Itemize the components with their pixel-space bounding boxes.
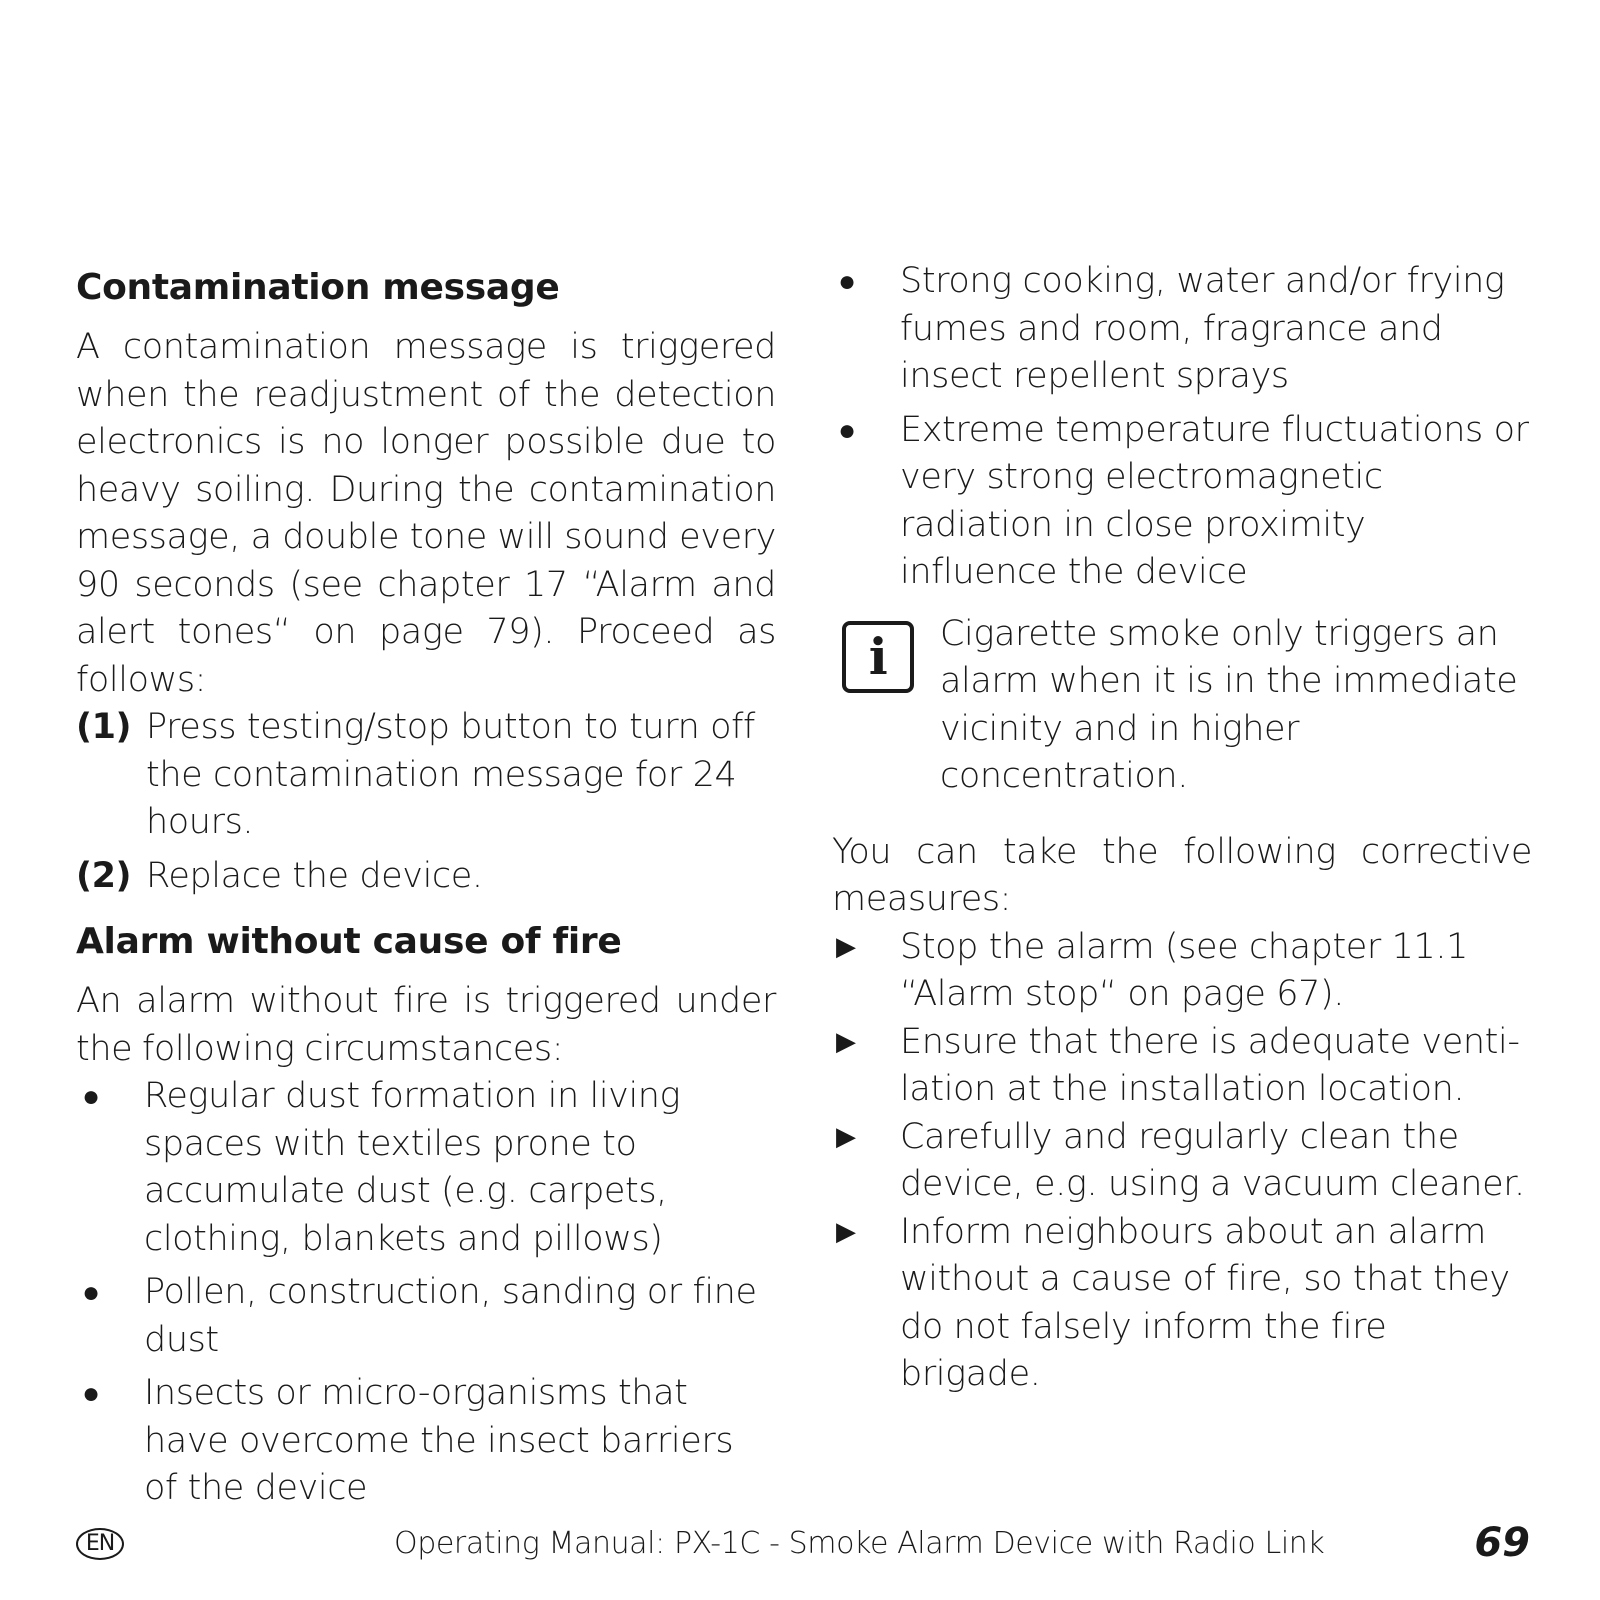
list-item: [76, 1269, 776, 1364]
arrow-right-icon: ▶: [836, 1216, 856, 1247]
list-item: [832, 258, 1532, 401]
bullet-icon: ●: [82, 1079, 100, 1114]
step-1: [76, 704, 776, 847]
action-text: Inform neighbours about an alarm without a cause of fire, so that they do not falsely inform the fire brigade.: [900, 1211, 1510, 1394]
info-note: [832, 611, 1532, 801]
info-icon: i: [842, 621, 914, 693]
list-item-text: Pollen, construction, sanding or fine dust: [144, 1272, 757, 1360]
step-2: [76, 853, 776, 901]
action-text: Stop the alarm (see chapter 11.1 “Alarm stop“ on page 67).: [900, 926, 1468, 1014]
page-footer: [0, 1520, 1600, 1574]
paragraph-corrective-measures: You can take the following corrective measures:: [832, 831, 1532, 919]
step-number: (1): [76, 707, 132, 747]
arrow-right-icon: ▶: [836, 1026, 856, 1057]
action-item: [832, 1209, 1532, 1399]
right-column: [832, 258, 1532, 1399]
footer-title: Operating Manual: PX-1C - Smoke Alarm Device with Radio Link: [394, 1526, 1325, 1561]
step-text: Replace the device.: [146, 855, 483, 896]
left-column: [76, 262, 776, 1519]
arrow-right-icon: ▶: [836, 931, 856, 962]
paragraph-contamination: A contamination message is triggered when the readjustment of the detection electronics is no longer possible due to heavy soiling. During the contamination message, a double tone will sound every 90 seconds (see chapter 17 “Alarm and alert tones“ on page 79). Proceed as follows:: [76, 327, 776, 700]
arrow-right-icon: ▶: [836, 1121, 856, 1152]
list-item-text: Strong cooking, water and/or frying fumes and room, fragrance and insect repellent sprays: [900, 261, 1505, 396]
paragraph-alarm-without-fire: An alarm without fire is triggered under the following circumstances:: [76, 981, 776, 1069]
bullet-icon: ●: [838, 412, 856, 448]
action-item: [832, 924, 1532, 1019]
bullet-icon: ●: [82, 1376, 100, 1411]
page-number: 69: [1474, 1520, 1530, 1566]
bullet-icon: ●: [82, 1275, 100, 1310]
language-badge: EN: [76, 1528, 124, 1560]
action-item: [832, 1114, 1532, 1209]
heading-alarm-without-fire: Alarm without cause of fire: [76, 921, 622, 962]
info-text: Cigarette smoke only triggers an alarm when it is in the immediate vicinity and in higher concentration.: [940, 613, 1518, 796]
list-item-text: Extreme temperature fluctuations or very strong electromagnetic radiation in close proximity influence the device: [900, 409, 1529, 592]
list-item-text: Insects or micro-organisms that have overcome the insect barriers of the device: [144, 1373, 734, 1508]
step-number: (2): [76, 855, 132, 896]
action-item: [832, 1019, 1532, 1114]
list-item: [832, 407, 1532, 597]
list-item-text: Regular dust formation in living spaces with textiles prone to accumulate dust (e.g. carpets, clothing, blankets and pillows): [144, 1076, 681, 1259]
list-item: [76, 1073, 776, 1263]
action-text: Carefully and regularly clean the device, e.g. using a vacuum cleaner.: [900, 1116, 1525, 1204]
list-item: [76, 1370, 776, 1513]
step-text: Press testing/stop button to turn off the contamination message for 24 hours.: [146, 707, 755, 842]
bullet-icon: ●: [838, 264, 856, 299]
action-text: Ensure that there is adequate ventilation at the installation location.: [900, 1021, 1520, 1109]
heading-contamination: Contamination message: [76, 267, 560, 308]
